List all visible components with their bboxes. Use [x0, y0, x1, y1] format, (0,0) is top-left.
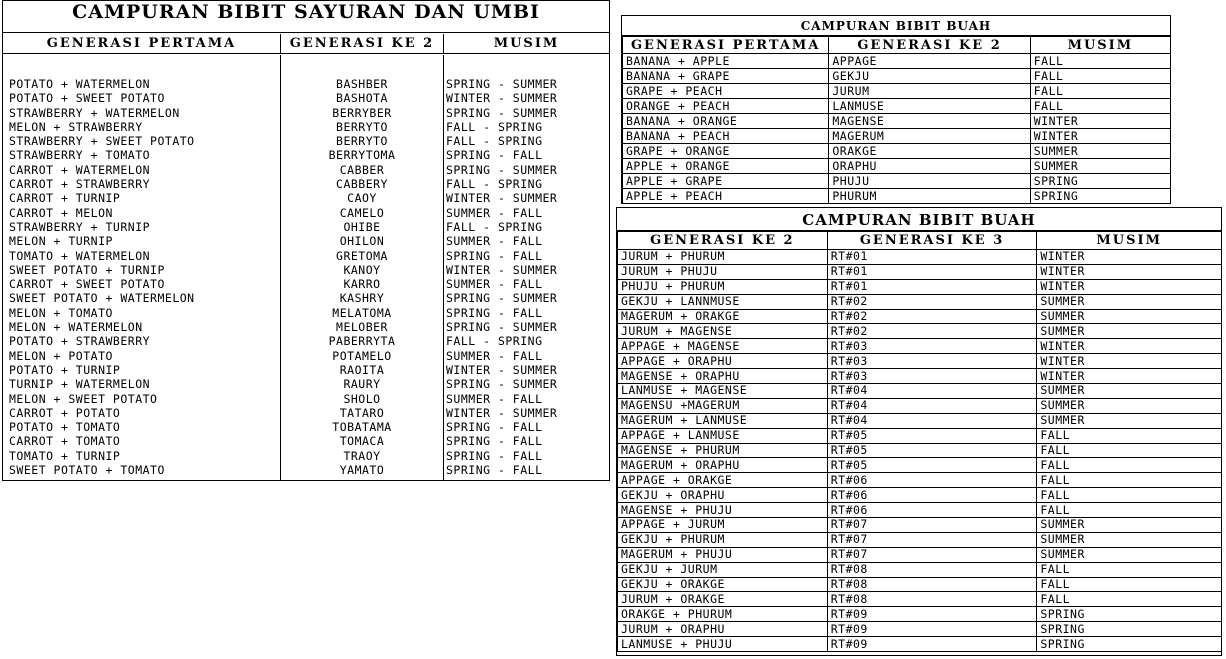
result-variety-cell: MAGENSE	[829, 114, 1030, 129]
season-cell: FALL	[1030, 69, 1170, 84]
cross-pair-cell: APPAGE + MAGENSE	[618, 339, 828, 354]
season-cell: FALL	[1037, 428, 1222, 443]
result-variety-cell: BASHBER	[336, 77, 388, 91]
table-row	[618, 339, 1222, 354]
fruit-table-2-grid	[617, 231, 1222, 652]
season-cell: FALL	[1037, 562, 1222, 577]
cross-pair-cell: MELON + SWEET POTATO	[9, 391, 158, 406]
fruit-seed-table-gen2	[621, 15, 1171, 204]
cross-pair-cell: APPAGE + LANMUSE	[618, 428, 828, 443]
result-variety-cell: RT#02	[827, 294, 1037, 309]
header-third-generation: GENERASI KE 3	[827, 232, 1037, 250]
result-variety-cell: MELOBER	[336, 320, 388, 335]
result-variety-cell: RT#03	[827, 369, 1037, 384]
cross-pair-cell: JURUM + PHURUM	[618, 250, 828, 265]
cross-pair-cell: MELON + TOMATO	[9, 305, 113, 320]
season-cell: SUMMER	[1037, 413, 1222, 428]
result-variety-cell: RAOITA	[339, 362, 385, 377]
cross-pair-cell: CARROT + POTATO	[9, 405, 121, 420]
cross-pair-cell: GEKJU + JURUM	[618, 562, 828, 577]
header-season: MUSIM	[493, 36, 560, 51]
table-row	[618, 503, 1222, 518]
season-cell: FALL - SPRING	[446, 334, 543, 349]
season-cell: SUMMER	[1037, 294, 1222, 309]
first-generation-column	[3, 55, 281, 480]
cross-pair-cell: JURUM + ORAPHU	[618, 622, 828, 637]
cross-pair-cell: TOMATO + WATERMELON	[9, 248, 151, 263]
season-cell: SPRING - FALL	[446, 148, 543, 163]
cross-pair-cell: BANANA + ORANGE	[623, 114, 829, 129]
table-row	[623, 159, 1171, 174]
season-cell: SPRING - FALL	[446, 420, 543, 435]
table-row	[618, 518, 1222, 533]
result-variety-cell: RT#03	[827, 339, 1037, 354]
cross-pair-cell: MAGERUM + ORAKGE	[618, 309, 828, 324]
result-variety-cell: RT#01	[827, 264, 1037, 279]
result-variety-cell: MELATOMA	[332, 305, 392, 320]
cross-pair-cell: SWEET POTATO + TOMATO	[9, 463, 165, 478]
fruit-table-1-title: CAMPURAN BIBIT BUAH	[622, 16, 1170, 36]
table-row	[618, 354, 1222, 369]
cross-pair-cell: JURUM + ORAKGE	[618, 592, 828, 607]
table-row	[623, 129, 1171, 144]
season-cell: WINTER	[1037, 264, 1222, 279]
vegetable-table-body	[3, 55, 609, 480]
cross-pair-cell: APPAGE + ORAPHU	[618, 354, 828, 369]
season-cell: SPRING - SUMMER	[446, 377, 558, 392]
cross-pair-cell: POTATO + STRAWBERRY	[9, 334, 151, 349]
result-variety-cell: RT#07	[827, 518, 1037, 533]
vegetable-table-title: CAMPURAN BIBIT SAYURAN DAN UMBI	[3, 1, 609, 33]
season-cell: SUMMER	[1030, 159, 1170, 174]
result-variety-cell: RT#04	[827, 384, 1037, 399]
result-variety-cell: JURUM	[829, 84, 1030, 99]
cross-pair-cell: PHUJU + PHURUM	[618, 279, 828, 294]
cross-pair-cell: CARROT + STRAWBERRY	[9, 177, 151, 192]
result-variety-cell: BERRYBER	[332, 105, 392, 120]
result-variety-cell: RT#01	[827, 250, 1037, 265]
season-cell: SUMMER - FALL	[446, 205, 543, 220]
cross-pair-cell: STRAWBERRY + TOMATO	[9, 148, 151, 163]
cross-pair-cell: GEKJU + ORAPHU	[618, 488, 828, 503]
second-generation-column	[281, 55, 444, 480]
cross-pair-cell: BANANA + PEACH	[623, 129, 829, 144]
result-variety-cell: RT#08	[827, 577, 1037, 592]
season-cell: SUMMER - FALL	[446, 277, 543, 292]
result-variety-cell: TATARO	[339, 405, 385, 420]
table-row	[618, 279, 1222, 294]
table-row	[618, 562, 1222, 577]
season-cell: SPRING - FALL	[446, 463, 543, 478]
result-variety-cell: YAMATO	[339, 463, 385, 478]
cross-pair-cell: GEKJU + LANNMUSE	[618, 294, 828, 309]
table-row	[618, 577, 1222, 592]
cross-pair-cell: GEKJU + PHURUM	[618, 532, 828, 547]
result-variety-cell: TOMACA	[339, 434, 385, 449]
cross-pair-cell: MAGENSE + PHUJU	[618, 503, 828, 518]
season-cell: FALL	[1037, 443, 1222, 458]
cross-pair-cell: JURUM + PHUJU	[618, 264, 828, 279]
result-variety-cell: RT#01	[827, 279, 1037, 294]
cross-pair-cell: APPLE + ORANGE	[623, 159, 829, 174]
season-cell: FALL - SPRING	[446, 177, 543, 192]
table-row	[618, 488, 1222, 503]
result-variety-cell: RT#05	[827, 428, 1037, 443]
season-cell: FALL	[1030, 99, 1170, 114]
result-variety-cell: KASHRY	[339, 291, 385, 306]
result-variety-cell: RT#09	[827, 637, 1037, 652]
table-row	[618, 473, 1222, 488]
result-variety-cell: KANOY	[343, 262, 381, 277]
cross-pair-cell: APPAGE + ORAKGE	[618, 473, 828, 488]
table-row	[623, 174, 1171, 189]
season-cell: FALL	[1037, 503, 1222, 518]
cross-pair-cell: MAGENSE + PHURUM	[618, 443, 828, 458]
table-row	[623, 54, 1171, 69]
result-variety-cell: ORAKGE	[829, 144, 1030, 159]
season-cell: FALL	[1037, 488, 1222, 503]
table-row	[618, 428, 1222, 443]
result-variety-cell: GEKJU	[829, 69, 1030, 84]
cross-pair-cell: JURUM + MAGENSE	[618, 324, 828, 339]
result-variety-cell: LANMUSE	[829, 99, 1030, 114]
table-row	[618, 592, 1222, 607]
result-variety-cell: CABBER	[339, 162, 385, 177]
cross-pair-cell: MELON + TURNIP	[9, 234, 113, 249]
cross-pair-cell: CARROT + SWEET POTATO	[9, 277, 165, 292]
result-variety-cell: RT#02	[827, 309, 1037, 324]
cross-pair-cell: GRAPE + ORANGE	[623, 144, 829, 159]
result-variety-cell: TOBATAMA	[332, 420, 392, 435]
season-cell: SUMMER	[1037, 324, 1222, 339]
cross-pair-cell: STRAWBERRY + WATERMELON	[9, 105, 180, 120]
table-row	[618, 294, 1222, 309]
table-row	[618, 384, 1222, 399]
season-cell: FALL	[1030, 84, 1170, 99]
table-row	[618, 532, 1222, 547]
cross-pair-cell: CARROT + WATERMELON	[9, 162, 151, 177]
cross-pair-cell: APPAGE + JURUM	[618, 518, 828, 533]
header-season: MUSIM	[1030, 37, 1170, 54]
result-variety-cell: GRETOMA	[336, 248, 388, 263]
cross-pair-cell: STRAWBERRY + TURNIP	[9, 219, 151, 234]
result-variety-cell: RT#04	[827, 413, 1037, 428]
fruit-table-2-title: CAMPURAN BIBIT BUAH	[617, 208, 1221, 231]
season-cell: SPRING - FALL	[446, 305, 543, 320]
table-row	[618, 443, 1222, 458]
table-row	[618, 324, 1222, 339]
cross-pair-cell: MAGENSU +MAGERUM	[618, 398, 828, 413]
season-cell: FALL	[1037, 577, 1222, 592]
season-cell: FALL - SPRING	[446, 134, 543, 149]
table-row	[623, 84, 1171, 99]
cross-pair-cell: SWEET POTATO + TURNIP	[9, 262, 165, 277]
cross-pair-cell: BANANA + GRAPE	[623, 69, 829, 84]
season-cell: SUMMER - FALL	[446, 348, 543, 363]
result-variety-cell: RT#08	[827, 592, 1037, 607]
table-row	[618, 398, 1222, 413]
table-row	[623, 189, 1171, 204]
result-variety-cell: CABBERY	[336, 177, 388, 192]
season-cell: SPRING - SUMMER	[446, 77, 558, 91]
season-cell: WINTER	[1037, 339, 1222, 354]
table-row	[618, 369, 1222, 384]
table-row	[618, 264, 1222, 279]
season-cell: SPRING - SUMMER	[446, 320, 558, 335]
table-row	[618, 250, 1222, 265]
season-cell: FALL	[1037, 458, 1222, 473]
cross-pair-cell: POTATO + WATERMELON	[9, 77, 151, 91]
season-cell: WINTER	[1030, 129, 1170, 144]
season-cell: SPRING - SUMMER	[446, 162, 558, 177]
cross-pair-cell: CARROT + TURNIP	[9, 191, 121, 206]
season-cell: WINTER - SUMMER	[446, 191, 558, 206]
result-variety-cell: KARRO	[343, 277, 381, 292]
cross-pair-cell: MAGENSE + ORAPHU	[618, 369, 828, 384]
season-cell: FALL - SPRING	[446, 219, 543, 234]
fruit-table-2-header	[618, 232, 1222, 250]
season-cell: SPRING	[1030, 174, 1170, 189]
season-cell: SUMMER	[1037, 547, 1222, 562]
season-cell: WINTER - SUMMER	[446, 405, 558, 420]
cross-pair-cell: ORAKGE + PHURUM	[618, 607, 828, 622]
season-cell: SUMMER	[1037, 532, 1222, 547]
result-variety-cell: APPAGE	[829, 54, 1030, 69]
season-cell: WINTER	[1037, 279, 1222, 294]
table-row	[618, 458, 1222, 473]
result-variety-cell: RT#06	[827, 473, 1037, 488]
season-cell: SPRING - FALL	[446, 434, 543, 449]
result-variety-cell: RT#06	[827, 488, 1037, 503]
table-row	[618, 637, 1222, 652]
result-variety-cell: BASHOTA	[336, 91, 388, 106]
season-cell: SPRING	[1037, 637, 1222, 652]
cross-pair-cell: POTATO + TURNIP	[9, 362, 121, 377]
result-variety-cell: RT#04	[827, 398, 1037, 413]
cross-pair-cell: CARROT + TOMATO	[9, 434, 121, 449]
fruit-seed-table-gen3	[616, 207, 1222, 656]
result-variety-cell: PHUJU	[829, 174, 1030, 189]
result-variety-cell: TRAOY	[343, 448, 381, 463]
table-row	[623, 114, 1171, 129]
cross-pair-cell: APPLE + PEACH	[623, 189, 829, 204]
header-second-generation: GENERASI KE 2	[618, 232, 828, 250]
header-first-generation: GENERASI PERTAMA	[623, 37, 829, 54]
table-row	[618, 622, 1222, 637]
result-variety-cell: CAOY	[347, 191, 377, 206]
vegetable-table-header	[3, 34, 609, 54]
result-variety-cell: MAGERUM	[829, 129, 1030, 144]
season-cell: SUMMER	[1037, 309, 1222, 324]
season-cell: SUMMER	[1037, 518, 1222, 533]
result-variety-cell: RT#06	[827, 503, 1037, 518]
cross-pair-cell: TURNIP + WATERMELON	[9, 377, 151, 392]
season-cell: SPRING	[1037, 607, 1222, 622]
fruit-table-1-header	[623, 37, 1171, 54]
season-cell: WINTER	[1037, 354, 1222, 369]
season-cell: SPRING - FALL	[446, 248, 543, 263]
result-variety-cell: RT#03	[827, 354, 1037, 369]
cross-pair-cell: MELON + POTATO	[9, 348, 113, 363]
cross-pair-cell: MAGERUM + PHUJU	[618, 547, 828, 562]
table-row	[623, 99, 1171, 114]
cross-pair-cell: STRAWBERRY + SWEET POTATO	[9, 134, 195, 149]
cross-pair-cell: MELON + STRAWBERRY	[9, 119, 143, 134]
season-cell: WINTER	[1037, 369, 1222, 384]
cross-pair-cell: CARROT + MELON	[9, 205, 113, 220]
season-cell: WINTER	[1037, 250, 1222, 265]
table-row	[618, 309, 1222, 324]
result-variety-cell: ORAPHU	[829, 159, 1030, 174]
season-cell: FALL - SPRING	[446, 119, 543, 134]
header-second-generation: GENERASI KE 2	[829, 37, 1030, 54]
cross-pair-cell: LANMUSE + MAGENSE	[618, 384, 828, 399]
result-variety-cell: RT#05	[827, 443, 1037, 458]
result-variety-cell: BERRYTO	[336, 119, 388, 134]
vegetable-seed-table	[2, 0, 610, 481]
cross-pair-cell: GRAPE + PEACH	[623, 84, 829, 99]
cross-pair-cell: MAGERUM + LANMUSE	[618, 413, 828, 428]
table-row	[623, 69, 1171, 84]
result-variety-cell: RAURY	[343, 377, 381, 392]
season-cell: WINTER	[1030, 114, 1170, 129]
result-variety-cell: SHOLO	[343, 391, 381, 406]
result-variety-cell: PABERRYTA	[328, 334, 396, 349]
cross-pair-cell: POTATO + TOMATO	[9, 420, 121, 435]
result-variety-cell: POTAMELO	[332, 348, 392, 363]
cross-pair-cell: ORANGE + PEACH	[623, 99, 829, 114]
header-season: MUSIM	[1037, 232, 1222, 250]
cross-pair-cell: SWEET POTATO + WATERMELON	[9, 291, 195, 306]
season-column	[444, 55, 609, 480]
season-cell: SUMMER	[1030, 144, 1170, 159]
header-first-generation: GENERASI PERTAMA	[3, 34, 281, 53]
cross-pair-cell: MELON + WATERMELON	[9, 320, 143, 335]
season-cell: FALL	[1037, 473, 1222, 488]
result-variety-cell: PHURUM	[829, 189, 1030, 204]
table-row	[618, 413, 1222, 428]
cross-pair-cell: POTATO + SWEET POTATO	[9, 91, 165, 106]
result-variety-cell: BERRYTOMA	[328, 148, 396, 163]
season-cell: WINTER - SUMMER	[446, 362, 558, 377]
table-row	[618, 607, 1222, 622]
result-variety-cell: RT#09	[827, 607, 1037, 622]
cross-pair-cell: BANANA + APPLE	[623, 54, 829, 69]
season-cell: SUMMER - FALL	[446, 391, 543, 406]
season-cell: SPRING	[1037, 622, 1222, 637]
season-cell: WINTER - SUMMER	[446, 91, 558, 106]
table-row	[618, 547, 1222, 562]
season-cell: SUMMER	[1037, 384, 1222, 399]
result-variety-cell: OHIBE	[343, 219, 381, 234]
result-variety-cell: CAMELO	[339, 205, 385, 220]
cross-pair-cell: GEKJU + ORAKGE	[618, 577, 828, 592]
result-variety-cell: RT#07	[827, 547, 1037, 562]
table-row	[623, 144, 1171, 159]
season-cell: SPRING - SUMMER	[446, 105, 558, 120]
cross-pair-cell: MAGERUM + ORAPHU	[618, 458, 828, 473]
result-variety-cell: RT#05	[827, 458, 1037, 473]
season-cell: SUMMER	[1037, 398, 1222, 413]
season-cell: SPRING	[1030, 189, 1170, 204]
result-variety-cell: RT#02	[827, 324, 1037, 339]
season-cell: SPRING - SUMMER	[446, 291, 558, 306]
season-cell: FALL	[1030, 54, 1170, 69]
result-variety-cell: RT#09	[827, 622, 1037, 637]
result-variety-cell: BERRYTO	[336, 134, 388, 149]
result-variety-cell: RT#08	[827, 562, 1037, 577]
season-cell: SUMMER - FALL	[446, 234, 543, 249]
result-variety-cell: RT#07	[827, 532, 1037, 547]
cross-pair-cell: TOMATO + TURNIP	[9, 448, 121, 463]
season-cell: FALL	[1037, 592, 1222, 607]
fruit-table-1-grid	[622, 36, 1171, 204]
season-cell: SPRING - FALL	[446, 448, 543, 463]
cross-pair-cell: APPLE + GRAPE	[623, 174, 829, 189]
season-cell: WINTER - SUMMER	[446, 262, 558, 277]
result-variety-cell: OHILON	[339, 234, 385, 249]
header-second-generation: GENERASI KE 2	[281, 34, 444, 53]
cross-pair-cell: LANMUSE + PHUJU	[618, 637, 828, 652]
